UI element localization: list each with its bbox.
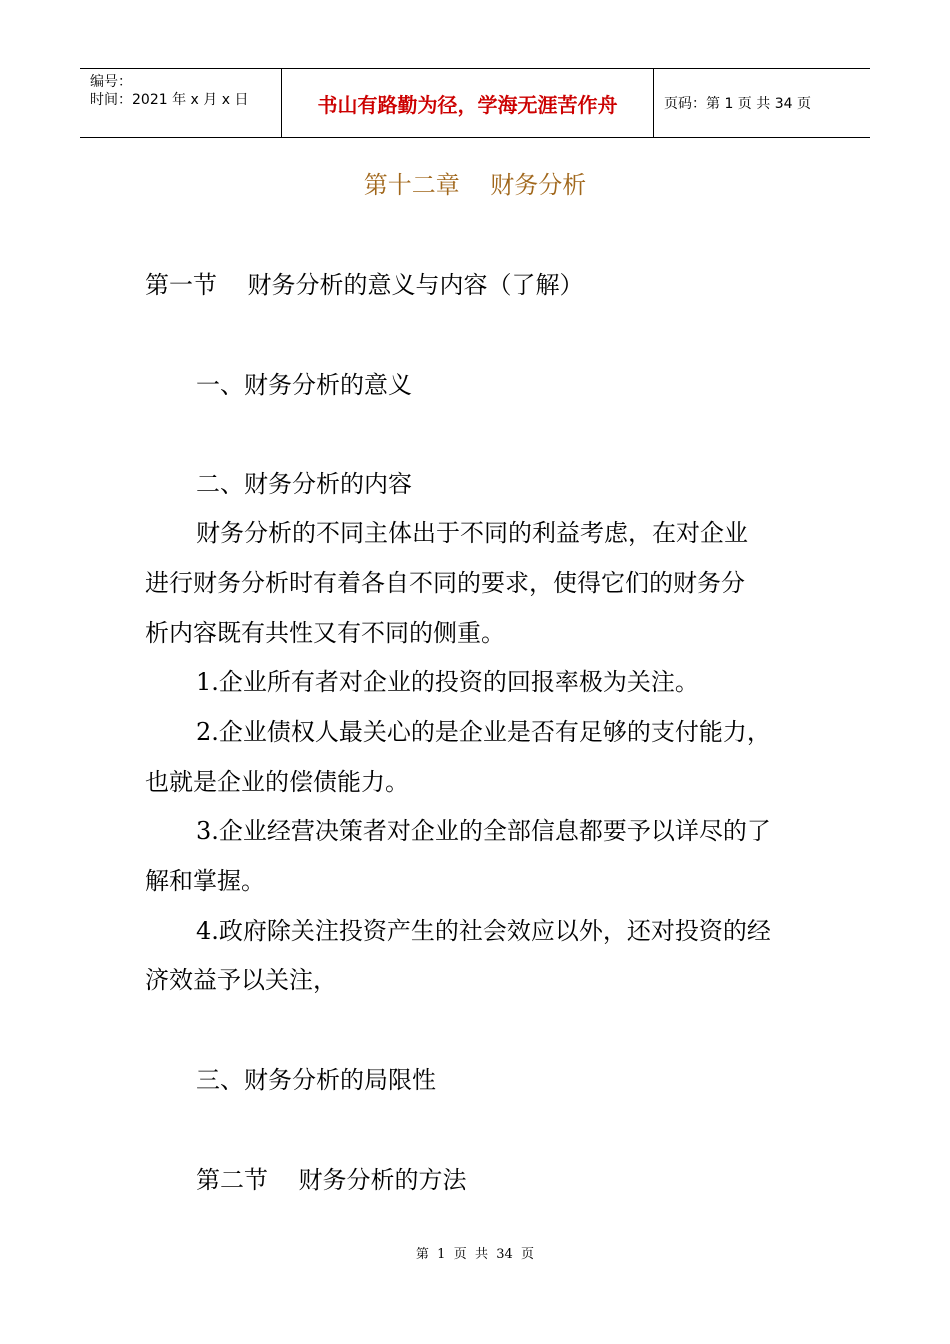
header-motto: 书山有路勤为径，学海无涯苦作舟: [282, 69, 654, 137]
subsection-1-heading: 一、财务分析的意义: [196, 371, 412, 399]
subsection-2-heading: 二、财务分析的内容: [196, 470, 412, 498]
paragraph-line: 进行财务分析时有着各自不同的要求，使得它们的财务分: [145, 569, 745, 597]
list-item-4-cont: 济效益予以关注，: [145, 966, 337, 994]
header-date-label: 时间：2021 年 x 月 x 日: [90, 92, 249, 108]
paragraph-line: 析内容既有共性又有不同的侧重。: [145, 619, 505, 647]
header-page-label: 页码：第 1 页 共 34 页: [664, 96, 811, 112]
header-number-label: 编号：: [90, 74, 132, 90]
list-item-2-cont: 也就是企业的偿债能力。: [145, 768, 409, 796]
section-1-heading: 第一节 财务分析的意义与内容（了解）: [145, 271, 584, 299]
paragraph-line: 财务分析的不同主体出于不同的利益考虑，在对企业: [196, 519, 748, 547]
list-item-4: 4.政府除关注投资产生的社会效应以外，还对投资的经: [196, 917, 771, 945]
section-2-heading: 第二节 财务分析的方法: [196, 1166, 467, 1194]
header-meta: [80, 69, 282, 137]
subsection-3-heading: 三、财务分析的局限性: [196, 1066, 436, 1094]
list-item-3-cont: 解和掌握。: [145, 867, 265, 895]
list-item-2: 2.企业债权人最关心的是企业是否有足够的支付能力，: [196, 718, 771, 746]
chapter-title: 第十二章 财务分析: [363, 171, 587, 199]
list-item-1: 1.企业所有者对企业的投资的回报率极为关注。: [196, 668, 699, 696]
page-header: [80, 68, 870, 138]
page-footer: 第 1 页 共 34 页: [415, 1247, 535, 1262]
list-item-3: 3.企业经营决策者对企业的全部信息都要予以详尽的了: [196, 817, 771, 845]
